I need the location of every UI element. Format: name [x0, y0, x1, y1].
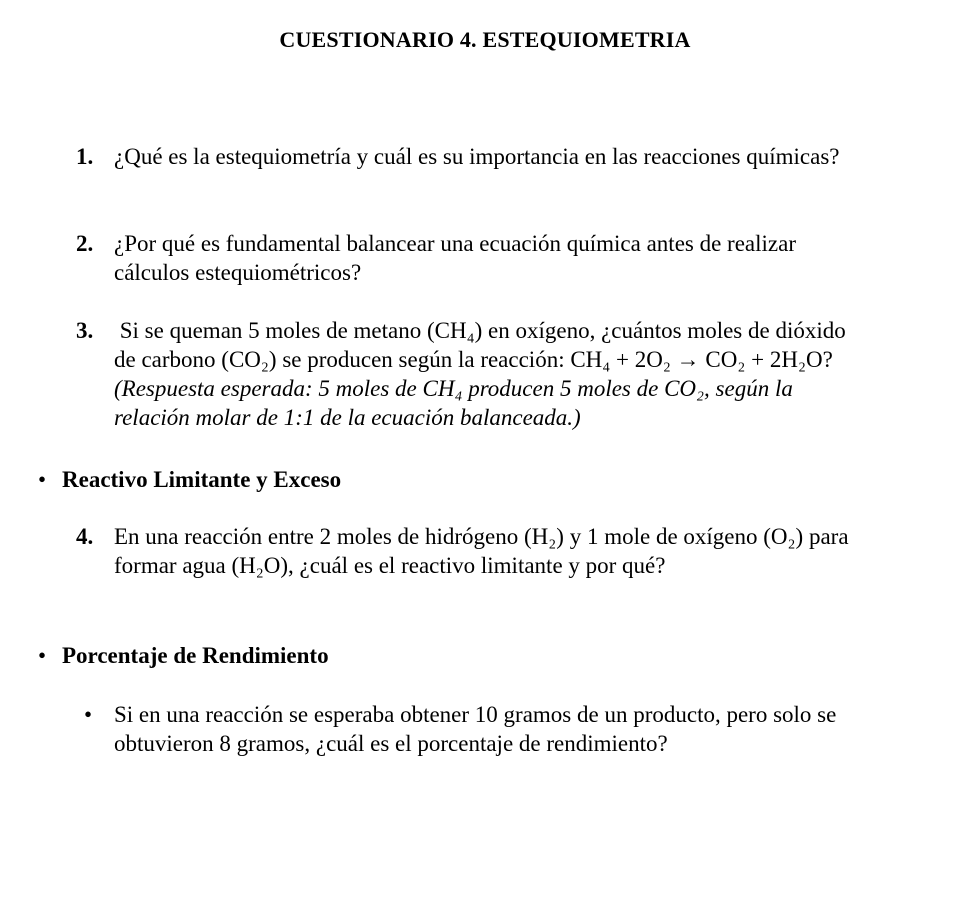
- question-2: [76, 229, 936, 287]
- question-number: 4.: [76, 524, 94, 549]
- question-1: [76, 142, 936, 171]
- bullet-icon: •: [84, 702, 93, 727]
- question-text: formar agua (H₂O), ¿cuál es el reactivo limitante y por qué?: [114, 553, 666, 578]
- question-number: 3.: [76, 318, 94, 343]
- question-4: [76, 522, 936, 580]
- section-title: Reactivo Limitante y Exceso: [62, 467, 342, 492]
- question-text: Si en una reacción se esperaba obtener 10 gramos de un producto, pero solo se: [114, 702, 837, 727]
- question-text: de carbono (CO₂) se producen según la reacción: CH₄ + 2O₂ → CO₂ + 2H₂O?: [114, 347, 833, 372]
- question-text: ¿Qué es la estequiometría y cuál es su importancia en las reacciones químicas?: [114, 144, 840, 169]
- question-3: [76, 316, 936, 432]
- section-title: Porcentaje de Rendimiento: [62, 643, 329, 668]
- question-text: obtuvieron 8 gramos, ¿cuál es el porcentaje de rendimiento?: [114, 731, 668, 756]
- section-heading-limitante: [38, 465, 341, 494]
- question-text: Si se queman 5 moles de metano (CH₄) en oxígeno, ¿cuántos moles de dióxido: [114, 318, 846, 343]
- expected-answer: (Respuesta esperada: 5 moles de CH₄ producen 5 moles de CO₂, según la: [114, 376, 793, 401]
- question-text: ¿Por qué es fundamental balancear una ecuación química antes de realizar: [114, 231, 796, 256]
- bullet-icon: •: [38, 467, 47, 492]
- question-text: En una reacción entre 2 moles de hidrógeno (H₂) y 1 mole de oxígeno (O₂) para: [114, 524, 849, 549]
- expected-answer: relación molar de 1:1 de la ecuación balanceada.): [114, 405, 581, 430]
- bullet-icon: •: [38, 643, 47, 668]
- question-rendimiento: [84, 700, 944, 758]
- section-heading-rendimiento: [38, 641, 329, 670]
- page-title: CUESTIONARIO 4. ESTEQUIOMETRIA: [279, 27, 691, 52]
- question-text: cálculos estequiométricos?: [114, 260, 362, 285]
- question-number: 2.: [76, 231, 94, 256]
- question-number: 1.: [76, 144, 94, 169]
